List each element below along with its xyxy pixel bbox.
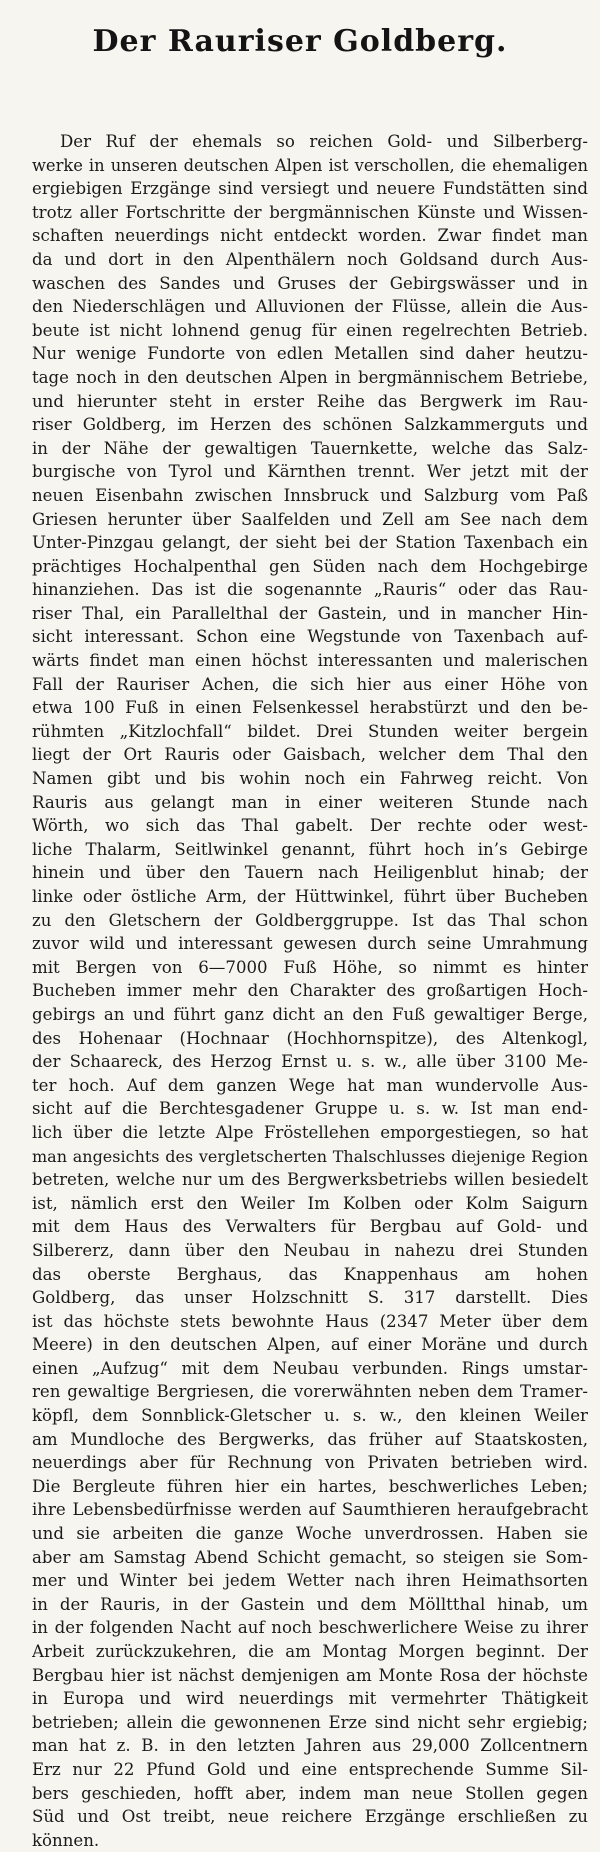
text-line: das oberste Berghaus, das Knappenhaus am hohen <box>32 1264 588 1284</box>
text-line: ihre Lebensbedürfnisse werden auf Saumthieren heraufgebracht <box>32 1500 588 1520</box>
text-line: riser Goldberg, im Herzen des schönen Salzkammerguts und <box>32 415 588 435</box>
text-line: Der Ruf der ehemals so reichen Gold- und Silberberg- <box>60 132 588 151</box>
text-line: lich über die letzte Alpe Fröstellehen emporgestiegen, so hat <box>32 1122 588 1142</box>
text-line: können. <box>32 1830 100 1850</box>
text-line: Süd und Ost treibt, neue reichere Erzgänge erschließen zu <box>32 1807 588 1827</box>
text-line: man angesichts des vergletscherten Thalschlusses diejenige Region <box>32 1146 588 1166</box>
text-line: etwa 100 Fuß in einen Felsenkessel herabstürzt und den be- <box>32 698 588 718</box>
text-line: Bucheben immer mehr den Charakter des großartigen Hoch- <box>32 981 588 1001</box>
text-line: werke in unseren deutschen Alpen ist verschollen, die ehemaligen <box>32 155 588 175</box>
text-line: betreten, welche nur um des Bergwerksbetriebs willen besiedelt <box>32 1170 588 1190</box>
text-line: trotz aller Fortschritte der bergmännischen Künste und Wissen- <box>32 202 588 222</box>
text-line: bers geschieden, hofft aber, indem man neue Stollen gegen <box>32 1783 588 1803</box>
text-line: Erz nur 22 Pfund Gold und eine entsprechende Summe Sil- <box>32 1759 588 1779</box>
text-line: ter hoch. Auf dem ganzen Wege hat man wundervolle Aus- <box>32 1075 588 1095</box>
text-line: in der Nähe der gewaltigen Tauernkette, welche das Salz- <box>32 438 588 458</box>
text-line: der Schaareck, des Herzog Ernst u. s. w., alle über 3100 Me- <box>32 1052 588 1072</box>
text-line: linke oder östliche Arm, der Hüttwinkel, führt über Bucheben <box>32 887 588 906</box>
text-line: ren gewaltige Bergriesen, die vorerwähnten neben dem Tramer- <box>32 1382 588 1402</box>
text-line: neuen Eisenbahn zwischen Innsbruck und Salzburg vom Paß <box>32 485 588 505</box>
article-title: Der Rauriser Goldberg. <box>92 24 508 59</box>
text-line: einen „Aufzug“ mit dem Neubau verbunden. Rings umstar- <box>32 1358 588 1378</box>
text-line: prächtiges Hochalpenthal gen Süden nach dem Hochgebirge <box>32 556 588 576</box>
text-line: aber am Samstag Abend Schicht gemacht, so steigen sie Som- <box>32 1547 588 1567</box>
text-line: Griesen herunter über Saalfelden und Zell am See nach dem <box>32 509 588 529</box>
text-line: ergiebigen Erzgänge sind versiegt und neuere Fundstätten sind <box>32 179 588 199</box>
text-line: neuerdings aber für Rechnung von Privaten betrieben wird. <box>32 1453 588 1473</box>
text-line: Die Bergleute führen hier ein hartes, beschwerliches Leben; <box>32 1476 588 1496</box>
text-line: betrieben; allein die gewonnenen Erze sind nicht sehr ergiebig; <box>32 1712 588 1732</box>
text-line: Goldberg, das unser Holzschnitt S. 317 darstellt. Dies <box>32 1288 588 1308</box>
text-line: mit dem Haus des Verwalters für Bergbau auf Gold- und <box>32 1217 588 1237</box>
text-line: rühmten „Kitzlochfall“ bildet. Drei Stunden weiter bergein <box>32 721 588 741</box>
text-line: Meere) in den deutschen Alpen, auf einer Moräne und durch <box>32 1335 588 1355</box>
text-line: beute ist nicht lohnend genug für einen regelrechten Betrieb. <box>32 320 588 340</box>
text-line: sicht interessant. Schon eine Wegstunde von Taxenbach auf- <box>32 627 588 647</box>
text-line: Arbeit zurückzukehren, die am Montag Morgen beginnt. Der <box>32 1642 588 1661</box>
text-line: burgische von Tyrol und Kärnthen trennt. Wer jetzt mit der <box>32 462 588 482</box>
text-line: schaften neuerdings nicht entdeckt worden. Zwar findet man <box>32 226 588 246</box>
text-line: Unter-Pinzgau gelangt, der sieht bei der Station Taxenbach ein <box>32 533 588 553</box>
text-line: Rauris aus gelangt man in einer weiteren Stunde nach <box>32 792 588 812</box>
text-line: riser Thal, ein Parallelthal der Gastein, und in mancher Hin- <box>32 603 588 623</box>
text-line: mit Bergen von 6—7000 Fuß Höhe, so nimmt es hinter <box>32 957 588 977</box>
text-line: den Niederschlägen und Alluvionen der Flüsse, allein die Aus- <box>32 297 588 317</box>
text-line: und sie arbeiten die ganze Woche unverdrossen. Haben sie <box>32 1524 588 1544</box>
text-line: und hierunter steht in erster Reihe das Bergwerk im Rau- <box>32 391 588 411</box>
text-line: Nur wenige Fundorte von edlen Metallen sind daher heutzu- <box>32 344 588 364</box>
text-line: man hat z. B. in den letzten Jahren aus 29,000 Zollcentnern <box>32 1736 588 1756</box>
text-line: ist, nämlich erst den Weiler Im Kolben oder Kolm Saigurn <box>32 1193 588 1213</box>
text-line: waschen des Sandes und Gruses der Gebirgswässer und in <box>32 273 588 293</box>
article-body <box>32 130 588 1852</box>
text-line: sicht auf die Berchtesgadener Gruppe u. s. w. Ist man end- <box>32 1099 588 1119</box>
text-line: Bergbau hier ist nächst demjenigen am Monte Rosa der höchste <box>32 1665 588 1685</box>
text-line: liche Thalarm, Seitlwinkel genannt, führt hoch in’s Gebirge <box>32 839 588 859</box>
text-line: Wörth, wo sich das Thal gabelt. Der rechte oder west- <box>32 816 588 836</box>
text-line: köpfl, dem Sonnblick-Gletscher u. s. w., den kleinen Weiler <box>32 1406 588 1426</box>
text-line: mer und Winter bei jedem Wetter nach ihren Heimathsorten <box>32 1571 588 1591</box>
text-line: tage noch in den deutschen Alpen in bergmännischem Betriebe, <box>32 367 588 387</box>
text-line: wärts findet man einen höchst interessanten und malerischen <box>32 651 588 671</box>
text-line: in der Rauris, in der Gastein und dem Mölltthal hinab, um <box>32 1594 588 1614</box>
text-line: hinein und über den Tauern nach Heiligenblut hinab; der <box>32 863 588 883</box>
text-line: des Hohenaar (Hochnaar (Hochhornspitze), des Altenkogl, <box>32 1028 588 1048</box>
text-line: in der folgenden Nacht auf noch beschwerlichere Weise zu ihrer <box>32 1618 588 1638</box>
text-line: Silbererz, dann über den Neubau in nahezu drei Stunden <box>32 1240 588 1260</box>
text-line: zuvor wild und interessant gewesen durch seine Umrahmung <box>32 934 588 954</box>
text-line: am Mundloche des Bergwerks, das früher auf Staatskosten, <box>32 1429 588 1449</box>
text-line: hinanziehen. Das ist die sogenannte „Rauris“ oder das Rau- <box>32 580 588 600</box>
text-line: ist das höchste stets bewohnte Haus (2347 Meter über dem <box>32 1311 588 1331</box>
text-line: Namen gibt und bis wohin noch ein Fahrweg reicht. Von <box>32 769 588 789</box>
text-line: zu den Gletschern der Goldberggruppe. Ist das Thal schon <box>32 910 588 930</box>
text-line: in Europa und wird neuerdings mit vermehrter Thätigkeit <box>32 1689 588 1709</box>
text-line: gebirgs an und führt ganz dicht an den Fuß gewaltiger Berge, <box>32 1004 588 1024</box>
text-line: liegt der Ort Rauris oder Gaisbach, welcher dem Thal den <box>32 745 588 765</box>
text-line: Fall der Rauriser Achen, die sich hier aus einer Höhe von <box>32 674 588 694</box>
text-line: da und dort in den Alpenthälern noch Goldsand durch Aus- <box>32 249 588 269</box>
